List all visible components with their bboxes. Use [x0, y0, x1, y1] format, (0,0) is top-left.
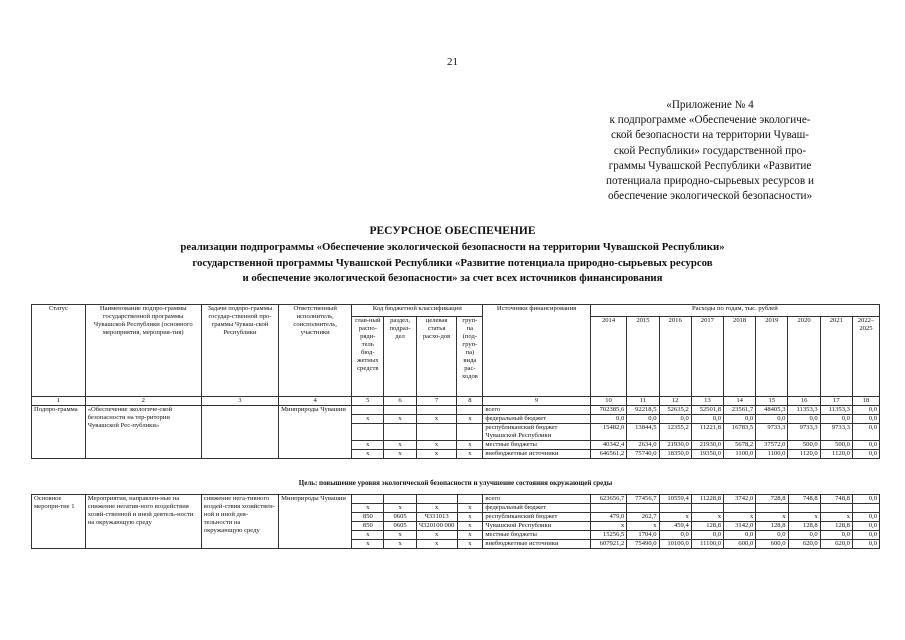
column-number: 8: [457, 397, 483, 406]
budget-code-cell: х: [384, 450, 416, 459]
amount-cell: 600,0: [756, 540, 788, 549]
column-number: 1: [32, 397, 86, 406]
amount-cell: 1100,0: [756, 450, 788, 459]
amount-cell: 77456,7: [627, 495, 659, 504]
resource-table: [31, 304, 880, 459]
header-expenses: Расходы по годам, тыс. рублей: [590, 305, 879, 317]
column-number-row: [32, 397, 880, 406]
amount-cell: 1120,0: [788, 450, 820, 459]
amount-cell: 1704,0: [627, 531, 659, 540]
appendix-line: к подпрограмме «Обеспечение экологиче-: [609, 114, 811, 127]
budget-code-cell: 0605: [384, 513, 416, 522]
column-number: 11: [627, 397, 659, 406]
amount-cell: 479,0: [590, 513, 627, 522]
amount-cell: 21930,0: [691, 441, 723, 450]
column-number: 18: [852, 397, 879, 406]
amount-cell: 11228,8: [691, 495, 723, 504]
amount-cell: 3742,0: [724, 495, 756, 504]
amount-cell: [590, 504, 627, 513]
appendix-note: [575, 98, 845, 204]
column-number: 15: [756, 397, 788, 406]
amount-cell: 10100,0: [659, 540, 691, 549]
amount-cell: 623656,7: [590, 495, 627, 504]
document-subtitle: [40, 240, 865, 287]
amount-cell: 40342,4: [590, 441, 627, 450]
budget-code-cell: х: [457, 441, 483, 450]
amount-cell: 11353,3: [788, 406, 820, 415]
header-bcc-col: глав-ный распо-ряди-тель бюд-жетных средств: [352, 317, 384, 397]
budget-code-cell: 0605: [384, 522, 416, 531]
budget-code-cell: х: [352, 415, 384, 424]
subprogram-block: [32, 406, 880, 459]
budget-code-cell: [384, 495, 416, 504]
amount-cell: 128,8: [756, 522, 788, 531]
budget-code-cell: 850: [352, 513, 384, 522]
amount-cell: 16783,5: [724, 424, 756, 441]
amount-cell: х: [659, 513, 691, 522]
subtitle-line: реализации подпрограммы «Обеспечение экологической безопасности на территории Чувашской Республики»: [180, 241, 725, 253]
amount-cell: 0,0: [627, 415, 659, 424]
funding-source-cell: федеральный бюджет: [483, 504, 590, 513]
amount-cell: 75490,0: [627, 540, 659, 549]
amount-cell: 702385,6: [590, 406, 627, 415]
header-year: 2014: [590, 317, 627, 397]
budget-code-cell: [457, 495, 483, 504]
column-number: 6: [384, 397, 416, 406]
header-year: 2022–2025: [852, 317, 879, 397]
amount-cell: 13844,5: [627, 424, 659, 441]
funding-source-cell: республиканский бюджет: [483, 513, 590, 522]
header-status: Статус: [32, 305, 86, 397]
header-bcc: Код бюджетной классификации: [352, 305, 483, 317]
budget-code-cell: х: [457, 415, 483, 424]
funding-source-cell: местные бюджеты: [483, 531, 590, 540]
main-activity-block: [32, 495, 880, 549]
amount-cell: 12355,2: [659, 424, 691, 441]
budget-code-cell: х: [416, 504, 457, 513]
funding-source-cell: федеральный бюджет: [483, 415, 590, 424]
amount-cell: х: [590, 522, 627, 531]
budget-code-cell: [384, 424, 416, 441]
header-year: 2017: [691, 317, 723, 397]
column-number: 10: [590, 397, 627, 406]
header-year: 2015: [627, 317, 659, 397]
budget-code-cell: х: [457, 540, 483, 549]
header-year: 2018: [724, 317, 756, 397]
budget-code-cell: х: [384, 531, 416, 540]
header-executor: Ответственный исполнитель, соисполнитель, участники: [279, 305, 352, 397]
amount-cell: 1120,0: [820, 450, 852, 459]
amount-cell: 9733,3: [820, 424, 852, 441]
budget-code-cell: [416, 495, 457, 504]
budget-code-cell: [416, 424, 457, 441]
amount-cell: 0,0: [852, 406, 879, 415]
budget-code-cell: х: [457, 513, 483, 522]
column-number: 9: [483, 397, 590, 406]
amount-cell: 11353,3: [820, 406, 852, 415]
amount-cell: 0,0: [590, 415, 627, 424]
amount-cell: 0,0: [852, 513, 879, 522]
budget-code-cell: х: [384, 540, 416, 549]
budget-code-cell: [352, 424, 384, 441]
amount-cell: [852, 504, 879, 513]
amount-cell: 646561,2: [590, 450, 627, 459]
column-number: 3: [201, 397, 278, 406]
amount-cell: 75740,0: [627, 450, 659, 459]
funding-source-cell: всего: [483, 406, 590, 415]
main-activity-table: [31, 494, 880, 549]
budget-code-cell: х: [384, 504, 416, 513]
amount-cell: 1100,0: [724, 450, 756, 459]
row-tasks: [201, 406, 278, 459]
amount-cell: 0,0: [659, 531, 691, 540]
header-sources: Источники финансирования: [483, 305, 590, 397]
amount-cell: [627, 504, 659, 513]
amount-cell: 0,0: [724, 531, 756, 540]
row-name: «Обеспечение экологиче-ской безопасности на тер-ритории Чувашской Рес-публики»: [85, 406, 201, 459]
header-year: 2021: [820, 317, 852, 397]
appendix-line: обеспечение экологической безопасности»: [607, 190, 813, 203]
amount-cell: 0,0: [852, 450, 879, 459]
amount-cell: 500,0: [788, 441, 820, 450]
budget-code-cell: х: [416, 441, 457, 450]
amount-cell: 0,0: [852, 540, 879, 549]
funding-source-cell: республиканский бюджет Чувашской Республики: [483, 424, 590, 441]
amount-cell: [756, 504, 788, 513]
amount-cell: 128,8: [820, 522, 852, 531]
amount-cell: 0,0: [691, 415, 723, 424]
amount-cell: 128,8: [691, 522, 723, 531]
amount-cell: 500,0: [820, 441, 852, 450]
budget-code-cell: [352, 495, 384, 504]
column-number: 16: [788, 397, 820, 406]
header-row: [32, 305, 880, 317]
amount-cell: 9733,3: [756, 424, 788, 441]
amount-cell: 262,7: [627, 513, 659, 522]
funding-source-cell: всего: [483, 495, 590, 504]
amount-cell: 37572,0: [756, 441, 788, 450]
budget-code-cell: [457, 424, 483, 441]
amount-cell: 52501,8: [691, 406, 723, 415]
amount-cell: 19350,0: [691, 450, 723, 459]
amount-cell: 15256,5: [590, 531, 627, 540]
amount-cell: 0,0: [852, 495, 879, 504]
header-tasks: Задачи подпро-граммы государ-ственной про-граммы Чуваш-ской Республики: [201, 305, 278, 397]
amount-cell: 0,0: [756, 415, 788, 424]
appendix-line: потенциала природно-сырьевых ресурсов и: [606, 175, 814, 188]
row-status: Подпро-грамма: [32, 406, 86, 459]
budget-code-cell: [416, 406, 457, 415]
amount-cell: 0,0: [691, 531, 723, 540]
funding-source-cell: местные бюджеты: [483, 441, 590, 450]
amount-cell: 2634,0: [627, 441, 659, 450]
budget-code-cell: х: [416, 531, 457, 540]
amount-cell: [724, 504, 756, 513]
amount-cell: 18350,0: [659, 450, 691, 459]
budget-code-cell: х: [352, 504, 384, 513]
row-executor: Минприроды Чувашии: [279, 495, 352, 549]
amount-cell: х: [788, 513, 820, 522]
budget-code-cell: х: [352, 450, 384, 459]
amount-cell: [659, 504, 691, 513]
column-number: 7: [416, 397, 457, 406]
amount-cell: [691, 504, 723, 513]
header-name: Наименование подпро-граммы государственной программы Чувашской Республики (основного мероприятия, мероприя-тия): [85, 305, 201, 397]
amount-cell: 748,8: [820, 495, 852, 504]
header-bcc-col: груп-па (под-груп-па) вида рас-ходов: [457, 317, 483, 397]
column-number: 12: [659, 397, 691, 406]
budget-code-cell: [457, 406, 483, 415]
budget-code-cell: х: [457, 450, 483, 459]
amount-cell: 607921,2: [590, 540, 627, 549]
amount-cell: 0,0: [852, 415, 879, 424]
header-year: 2020: [788, 317, 820, 397]
budget-code-cell: х: [416, 415, 457, 424]
appendix-line: «Приложение № 4: [666, 99, 754, 111]
row-status: Основное меропри-тие 1: [32, 495, 86, 549]
header-year: 2019: [756, 317, 788, 397]
funding-source-cell: внебюджетные источники: [483, 450, 590, 459]
amount-cell: 0,0: [659, 415, 691, 424]
amount-cell: 600,0: [724, 540, 756, 549]
amount-cell: 11221,8: [691, 424, 723, 441]
amount-cell: 0,0: [788, 531, 820, 540]
budget-code-cell: х: [352, 531, 384, 540]
amount-cell: 15482,0: [590, 424, 627, 441]
amount-cell: 0,0: [852, 441, 879, 450]
amount-cell: 3142,0: [724, 522, 756, 531]
column-number: 17: [820, 397, 852, 406]
header-year: 2016: [659, 317, 691, 397]
amount-cell: 459,4: [659, 522, 691, 531]
funding-source-cell: Чувашской Республики: [483, 522, 590, 531]
amount-cell: 0,0: [820, 531, 852, 540]
budget-code-cell: х: [457, 504, 483, 513]
budget-code-cell: 850: [352, 522, 384, 531]
table-row: [32, 495, 880, 504]
document-title: РЕСУРСНОЕ ОБЕСПЕЧЕНИЕ: [369, 225, 536, 237]
amount-cell: 11100,0: [691, 540, 723, 549]
budget-code-cell: Ч320100 000: [416, 522, 457, 531]
subtitle-line: и обеспечение экологической безопасности» за счет всех источников финансирования: [242, 272, 663, 284]
row-name: Мероприятия, направлен-ные на снижение негатив-ного воздействия хозяй-ственной и иной деятель-ности на окружающую среду: [85, 495, 201, 549]
appendix-line: ской безопасности на территории Чуваш-: [610, 129, 809, 142]
column-number: 2: [85, 397, 201, 406]
column-number: 4: [279, 397, 352, 406]
budget-code-cell: х: [457, 522, 483, 531]
budget-code-cell: [384, 406, 416, 415]
amount-cell: 128,8: [788, 522, 820, 531]
amount-cell: 728,8: [756, 495, 788, 504]
amount-cell: 748,8: [788, 495, 820, 504]
budget-code-cell: х: [352, 540, 384, 549]
amount-cell: 48405,3: [756, 406, 788, 415]
page-number: 21: [447, 56, 458, 68]
column-number: 5: [352, 397, 384, 406]
amount-cell: х: [724, 513, 756, 522]
column-number: 13: [691, 397, 723, 406]
funding-source-cell: внебюджетные источники: [483, 540, 590, 549]
budget-code-cell: [352, 406, 384, 415]
header-bcc-col: целевая статья расхо-дов: [416, 317, 457, 397]
subtitle-line: государственной программы Чувашской Республики «Развитие потенциала природно-сырьевых ресурсов: [192, 256, 713, 269]
row-tasks: снижение нега-тивного воздей-ствия хозяйствен-ной и иной дея-тельности на окружающую среду: [201, 495, 278, 549]
amount-cell: 620,0: [820, 540, 852, 549]
goal-text: Цель: повышение уровня экологической безопасности и улучшение состояния окружающей среды: [298, 479, 613, 487]
amount-cell: 52635,2: [659, 406, 691, 415]
amount-cell: 92218,5: [627, 406, 659, 415]
amount-cell: х: [820, 513, 852, 522]
budget-code-cell: х: [416, 540, 457, 549]
budget-code-cell: х: [384, 441, 416, 450]
budget-code-cell: х: [457, 531, 483, 540]
amount-cell: 23561,7: [724, 406, 756, 415]
amount-cell: [788, 504, 820, 513]
amount-cell: 0,0: [820, 415, 852, 424]
amount-cell: х: [691, 513, 723, 522]
amount-cell: 21930,0: [659, 441, 691, 450]
table-row: [32, 406, 880, 415]
amount-cell: 10559,4: [659, 495, 691, 504]
budget-code-cell: х: [416, 450, 457, 459]
amount-cell: 5678,2: [724, 441, 756, 450]
amount-cell: 0,0: [788, 415, 820, 424]
column-number: 14: [724, 397, 756, 406]
appendix-line: ской Республики» государственной про-: [613, 144, 807, 157]
budget-code-cell: х: [384, 415, 416, 424]
budget-code-cell: Ч331013: [416, 513, 457, 522]
budget-code-cell: х: [352, 441, 384, 450]
amount-cell: 9733,3: [788, 424, 820, 441]
amount-cell: 0,0: [724, 415, 756, 424]
amount-cell: [820, 504, 852, 513]
row-executor: Минприроды Чувашии: [279, 406, 352, 459]
amount-cell: х: [756, 513, 788, 522]
amount-cell: х: [627, 522, 659, 531]
appendix-line: граммы Чувашской Республики «Развитие: [608, 159, 812, 172]
amount-cell: 0,0: [852, 531, 879, 540]
amount-cell: 0,0: [852, 424, 879, 441]
amount-cell: 620,0: [788, 540, 820, 549]
amount-cell: 0,0: [852, 522, 879, 531]
header-bcc-col: раздел, подраз-дел: [384, 317, 416, 397]
amount-cell: 0,0: [756, 531, 788, 540]
